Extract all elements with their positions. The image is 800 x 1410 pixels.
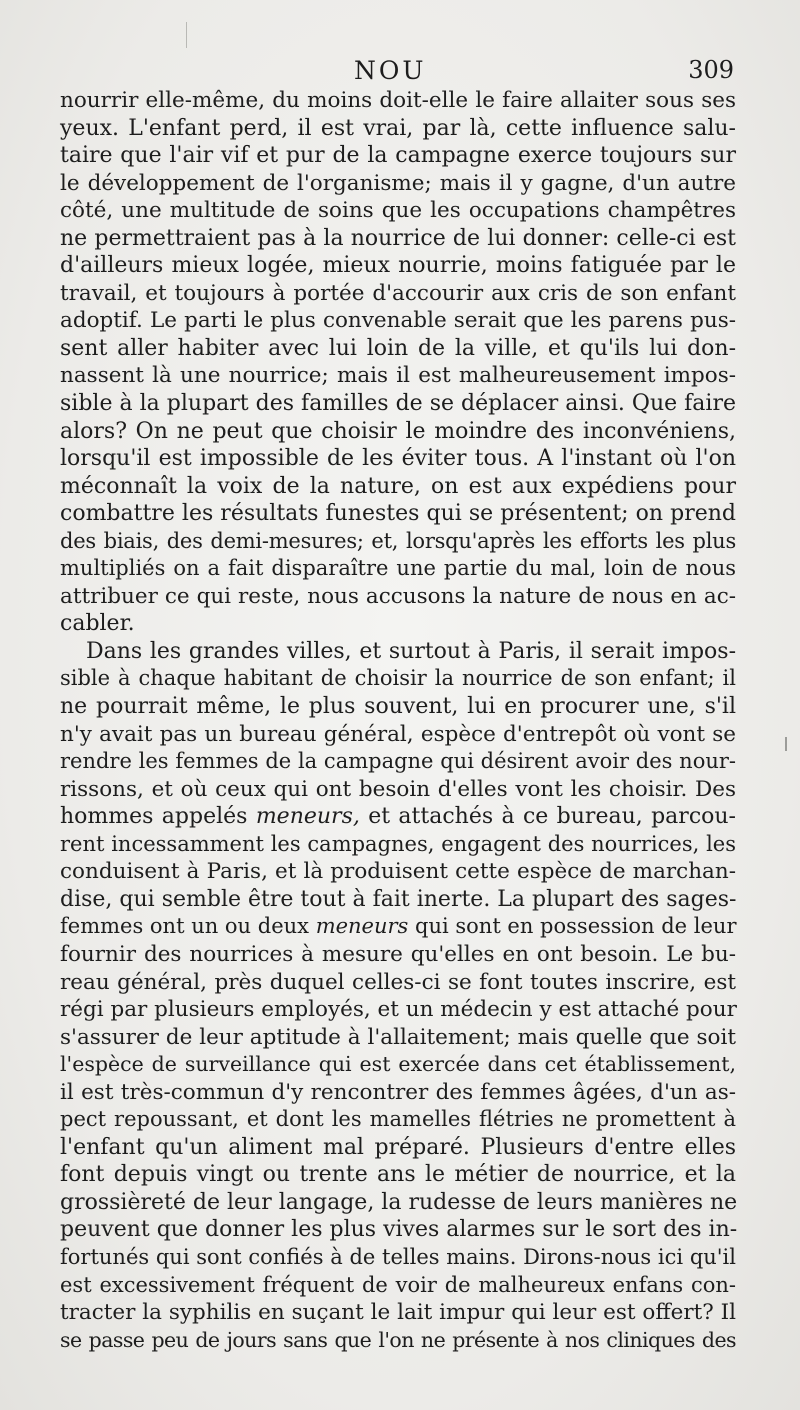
text-line: nassent là une nourrice; mais il est malheureusement impos-	[60, 363, 736, 389]
text-line: des biais, des demi-mesures; et, lorsqu'après les efforts les plus	[60, 528, 736, 553]
text-line: adoptif. Le parti le plus convenable serait que les parens pus-	[60, 308, 736, 334]
text-line: nourrir elle-même, du moins doit-elle le faire allaiter sous ses	[60, 88, 736, 113]
text-line: multipliés on a fait disparaître une partie du mal, loin de nous	[60, 556, 736, 581]
text-line: combattre les résultats funestes qui se présentent; on prend	[60, 501, 736, 527]
text-line: grossièreté de leur langage, la rudesse de leurs manières ne	[60, 1189, 738, 1215]
italic-term: meneurs	[315, 914, 409, 939]
text-line: le développement de l'organisme; mais il y gagne, d'un autre	[60, 170, 736, 196]
running-head	[0, 56, 800, 86]
text-line: pect repoussant, et dont les mamelles flétries ne promettent à	[60, 1107, 736, 1132]
text-line: régi par plusieurs employés, et un médecin y est attaché pour	[60, 997, 737, 1023]
text-line: conduisent à Paris, et là produisent cette espèce de marchan-	[60, 859, 736, 885]
text-line: méconnaît la voix de la nature, on est aux expédiens pour	[60, 473, 736, 499]
text-line: ne pourrait même, le plus souvent, lui en procurer une, s'il	[60, 694, 736, 720]
text-fragment: et attachés à ce bureau, parcou-	[368, 804, 736, 830]
page-number: 309	[688, 56, 734, 84]
text-fragment: hommes appelés	[60, 804, 248, 830]
text-line: l'espèce de surveillance qui est exercée dans cet établissement,	[60, 1052, 736, 1077]
text-line: rent incessamment les campagnes, engagent des nourrices, les	[60, 831, 736, 856]
text-line: rendre les femmes de la campagne qui désirent avoir des nour-	[60, 749, 736, 774]
text-line: n'y avait pas un bureau général, espèce d'entrepôt où vont se	[60, 721, 736, 747]
text-line: dise, qui semble être tout à fait inerte. La plupart des sages-	[60, 886, 737, 912]
text-line: fournir des nourrices à mesure qu'elles en ont besoin. Le bu-	[60, 941, 736, 967]
text-line: rissons, et où ceux qui ont besoin d'elles vont les choisir. Des	[60, 776, 736, 802]
text-line: reau général, près duquel celles-ci se font toutes inscrire, est	[60, 969, 736, 995]
italic-term: meneurs,	[255, 804, 360, 830]
text-line: taire que l'air vif et pur de la campagne exerce toujours sur	[60, 143, 736, 169]
text-line	[60, 913, 736, 941]
text-line: l'enfant qu'un aliment mal préparé. Plusieurs d'entre elles	[60, 1134, 736, 1160]
text-line: tracter la syphilis en suçant le lait impur qui leur est offert? Il	[60, 1300, 736, 1326]
text-line: d'ailleurs mieux logée, mieux nourrie, moins fatiguée par le	[60, 253, 736, 279]
text-fragment: femmes ont un ou deux	[60, 914, 309, 939]
text-line: attribuer ce qui reste, nous accusons la nature de nous en ac-	[60, 583, 736, 609]
text-line: il est très-commun d'y rencontrer des femmes âgées, d'un as-	[60, 1079, 736, 1105]
text-line: sent aller habiter avec lui loin de la ville, et qu'ils lui don-	[60, 335, 736, 361]
paragraph-end-line: cabler.	[60, 611, 135, 637]
running-head-title: NOU	[354, 56, 427, 85]
text-line: s'assurer de leur aptitude à l'allaitement; mais quelle que soit	[60, 1024, 736, 1050]
text-line: travail, et toujours à portée d'accourir aux cris de son enfant	[60, 280, 736, 306]
paper-fold-mark	[186, 22, 187, 48]
text-line: se passe peu de jours sans que l'on ne présente à nos cliniques des	[60, 1327, 736, 1352]
paragraph-start-line: Dans les grandes villes, et surtout à Paris, il serait impos-	[86, 638, 736, 664]
text-line: sible à chaque habitant de choisir la nourrice de son enfant; il	[60, 666, 736, 691]
text-line	[60, 803, 736, 831]
body-text	[60, 87, 736, 1354]
text-line: peuvent que donner les plus vives alarmes sur le sort des in-	[60, 1217, 738, 1243]
text-fragment: qui sont en possession de leur	[415, 914, 737, 939]
text-line: yeux. L'enfant perd, il est vrai, par là, cette influence salu-	[60, 115, 736, 141]
text-line: alors? On ne peut que choisir le moindre des inconvéniens,	[60, 418, 736, 444]
text-line: sible à la plupart des familles de se déplacer ainsi. Que faire	[60, 391, 736, 417]
text-line: côté, une multitude de soins que les occupations champêtres	[60, 198, 736, 224]
text-line: fortunés qui sont confiés à de telles mains. Dirons-nous ici qu'il	[60, 1244, 736, 1269]
text-line: font depuis vingt ou trente ans le métier de nourrice, et la	[60, 1162, 736, 1188]
text-line: ne permettraient pas à la nourrice de lui donner: celle-ci est	[60, 225, 736, 251]
text-line: est excessivement fréquent de voir de malheureux enfans con-	[60, 1272, 736, 1297]
text-line: lorsqu'il est impossible de les éviter tous. A l'instant où l'on	[60, 446, 736, 472]
margin-mark	[785, 737, 787, 751]
